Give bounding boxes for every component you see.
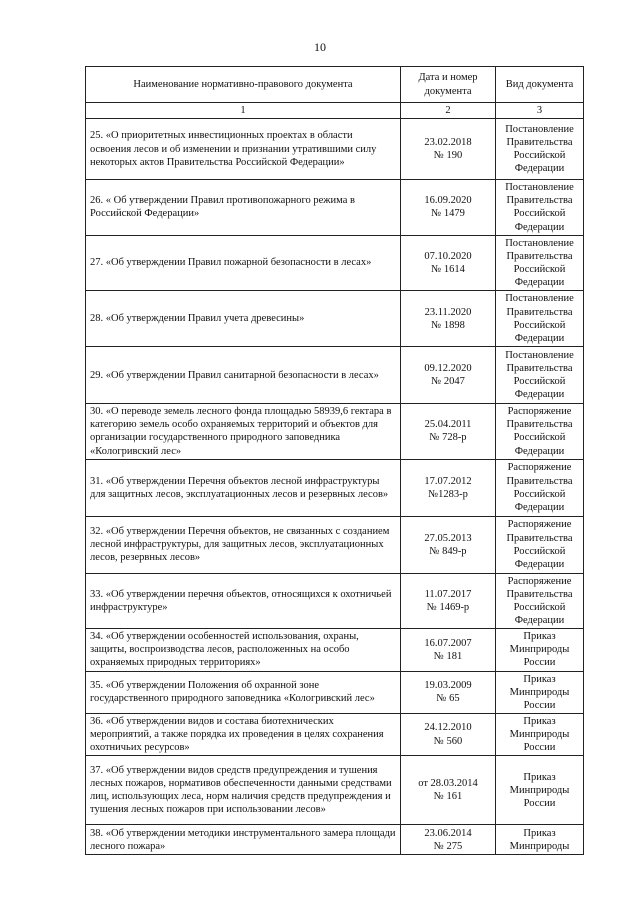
document-type-line: Федерации xyxy=(514,163,565,175)
document-name: 36. «Об утверждении видов и состава биотехнических мероприятий, а также порядка их проведения в целях сохранения охотничьих ресурсов» xyxy=(86,713,401,755)
document-number: № 275 xyxy=(433,840,463,852)
column-number: 2 xyxy=(401,103,496,119)
document-type-line: Российской xyxy=(513,432,566,444)
document-name: 25. «О приоритетных инвестиционных проектах в области освоения лесов и об изменении и признании утратившими силу некоторых актов Правительства Российской Федерации» xyxy=(86,119,401,180)
document-date-number xyxy=(401,629,496,671)
table-row xyxy=(86,671,584,713)
document-date-number xyxy=(401,825,496,855)
column-numbers-row xyxy=(86,103,584,119)
table-row xyxy=(86,516,584,573)
document-type-line: Российской xyxy=(513,545,566,557)
document-type-line: Распоряжение xyxy=(507,462,572,474)
document-type-line: Российской xyxy=(513,601,566,613)
document-number: № 1479 xyxy=(431,208,465,220)
document-type-line: Правительства xyxy=(506,195,573,207)
document-type xyxy=(496,235,584,291)
document-type-line: Правительства xyxy=(506,532,573,544)
document-date-number xyxy=(401,347,496,404)
document-type-line: Правительства xyxy=(506,475,573,487)
document-date: 16.09.2020 xyxy=(424,195,472,207)
document-number: № 849-р xyxy=(429,545,467,557)
document-number: № 190 xyxy=(433,150,463,162)
document-type-line: Постановление xyxy=(505,182,574,194)
document-type-line: Федерации xyxy=(514,501,565,513)
document-number: № 1898 xyxy=(431,319,465,331)
document-type-line: Правительства xyxy=(506,306,573,318)
document-type xyxy=(496,756,584,825)
document-type-line: России xyxy=(523,657,556,669)
document-name: 30. «О переводе земель лесного фонда площадью 58939,6 гектара в категорию земель особо охраняемых территорий и объектов для организации государственного природного заповедника «Кологривский лес» xyxy=(86,404,401,460)
table-body xyxy=(86,119,584,855)
document-type-line: Правительства xyxy=(506,137,573,148)
document-type-line: Распоряжение xyxy=(507,519,572,531)
document-number: № 1614 xyxy=(431,263,465,275)
document-date-number xyxy=(401,573,496,629)
table-row xyxy=(86,347,584,404)
document-type-line: Приказ xyxy=(523,631,556,643)
table-row xyxy=(86,629,584,671)
document-date-number xyxy=(401,291,496,347)
document-type-line: Правительства xyxy=(506,250,573,262)
document-date-number xyxy=(401,235,496,291)
document-type-line: России xyxy=(523,699,556,711)
document-type-line: Постановление xyxy=(505,293,574,305)
document-name: 37. «Об утверждении видов средств предупреждения и тушения лесных пожаров, нормативов обеспеченности данными средствами лиц, использующих леса, норм наличия средств предупреждения и тушения лесных пожаров при использовании лесов» xyxy=(86,756,401,825)
document-type-line: Российской xyxy=(513,208,566,220)
document-name: 28. «Об утверждении Правил учета древесины» xyxy=(86,291,401,347)
document-number: № 728-р xyxy=(429,432,467,444)
document-date: 19.03.2009 xyxy=(424,680,472,692)
document-type-line: Постановление xyxy=(505,349,574,361)
document-date-number xyxy=(401,713,496,755)
table-row xyxy=(86,713,584,755)
document-number: № 1469-р xyxy=(426,601,470,613)
document-type-line: России xyxy=(523,742,556,754)
table-row xyxy=(86,291,584,347)
document-type-line: Приказ xyxy=(523,673,556,685)
document-name: 35. «Об утверждении Положения об охранной зоне государственного природного заповедника «Кологривский лес» xyxy=(86,671,401,713)
document-date-number xyxy=(401,180,496,236)
column-number: 3 xyxy=(496,103,584,119)
document-type-line: Российской xyxy=(513,376,566,388)
document-date: 24.12.2010 xyxy=(424,722,472,734)
document-type-line: Российской xyxy=(513,150,566,162)
document-type-line: Минприроды xyxy=(509,686,570,698)
document-date: 23.11.2020 xyxy=(424,306,472,318)
document-type xyxy=(496,180,584,236)
document-date: 16.07.2007 xyxy=(424,637,472,649)
column-number: 1 xyxy=(86,103,401,119)
document-type-line: Приказ xyxy=(523,771,556,783)
document-type-line: Федерации xyxy=(514,445,565,457)
document-type-line: Минприроды xyxy=(509,644,570,656)
table-row xyxy=(86,404,584,460)
document-name: 26. « Об утверждении Правил противопожарного режима в Российской Федерации» xyxy=(86,180,401,236)
document-date: 09.12.2020 xyxy=(424,363,472,374)
document-type-line: Минприроды xyxy=(509,784,570,796)
document-type xyxy=(496,119,584,180)
document-number: №1283-р xyxy=(428,488,468,500)
document-date: от 28.03.2014 xyxy=(418,778,478,790)
document-date-number xyxy=(401,516,496,573)
document-type-line: Правительства xyxy=(506,588,573,600)
document-type-line: Постановление xyxy=(505,123,574,135)
document-type-line: Федерации xyxy=(514,221,565,233)
document-type-line: Федерации xyxy=(514,389,565,401)
table-row xyxy=(86,119,584,180)
document-type xyxy=(496,629,584,671)
document-number: № 2047 xyxy=(431,376,465,388)
document-number: № 65 xyxy=(436,693,460,705)
document-name: 31. «Об утверждении Перечня объектов лесной инфраструктуры для защитных лесов, эксплуатационных лесов и резервных лесов» xyxy=(86,459,401,516)
document-type-line: Приказ xyxy=(523,827,556,839)
document-number: № 161 xyxy=(433,791,463,803)
document-date: 25.04.2011 xyxy=(424,419,472,431)
document-type-line: Правительства xyxy=(506,363,573,374)
document-type-line: Федерации xyxy=(514,615,565,626)
document-type-line: России xyxy=(523,797,556,809)
document-number: № 181 xyxy=(433,650,463,662)
document-type-line: Российской xyxy=(513,263,566,275)
document-type xyxy=(496,713,584,755)
document-type xyxy=(496,573,584,629)
document-name: 27. «Об утверждении Правил пожарной безопасности в лесах» xyxy=(86,235,401,291)
document-type-line: Минприроды xyxy=(509,840,570,852)
document-date-number xyxy=(401,756,496,825)
document-date: 23.02.2018 xyxy=(424,137,472,148)
document-type xyxy=(496,825,584,855)
document-date-number xyxy=(401,404,496,460)
document-type-line: Минприроды xyxy=(509,729,570,740)
document-type-line: Распоряжение xyxy=(507,406,572,418)
document-type-line: Приказ xyxy=(523,715,556,727)
document-type xyxy=(496,516,584,573)
document-type-line: Правительства xyxy=(506,419,573,431)
table-row xyxy=(86,459,584,516)
document-date: 23.06.2014 xyxy=(424,827,472,839)
document-name: 29. «Об утверждении Правил санитарной безопасности в лесах» xyxy=(86,347,401,404)
document-date: 11.07.2017 xyxy=(424,588,472,600)
table-row xyxy=(86,235,584,291)
table-row xyxy=(86,756,584,825)
document-name: 32. «Об утверждении Перечня объектов, не связанных с созданием лесной инфраструктуры, для защитных лесов, эксплуатационных лесов, резервных лесов» xyxy=(86,516,401,573)
document-type xyxy=(496,459,584,516)
document-date: 27.05.2013 xyxy=(424,532,472,544)
document-number: № 560 xyxy=(433,735,463,747)
document-name: 33. «Об утверждении перечня объектов, относящихся к охотничьей инфраструктуре» xyxy=(86,573,401,629)
document-type xyxy=(496,347,584,404)
table-row xyxy=(86,573,584,629)
documents-table xyxy=(85,66,584,855)
document-type-line: Федерации xyxy=(514,558,565,570)
table-row xyxy=(86,825,584,855)
document-date-number xyxy=(401,119,496,180)
document-type xyxy=(496,671,584,713)
document-date: 07.10.2020 xyxy=(424,250,472,262)
document-type xyxy=(496,404,584,460)
document-name: 34. «Об утверждении особенностей использования, охраны, защиты, воспроизводства лесов, расположенных на особо охраняемых природных территориях» xyxy=(86,629,401,671)
header-document-name: Наименование нормативно-правового документа xyxy=(86,67,401,103)
document-type-line: Федерации xyxy=(514,277,565,288)
document-name: 38. «Об утверждении методики инструментального замера площади лесного пожара» xyxy=(86,825,401,855)
document-date: 17.07.2012 xyxy=(424,475,472,487)
document-type-line: Российской xyxy=(513,319,566,331)
document-date-number xyxy=(401,671,496,713)
document-type-line: Распоряжение xyxy=(507,575,572,587)
document-type-line: Российской xyxy=(513,488,566,500)
document-type xyxy=(496,291,584,347)
document-type-line: Федерации xyxy=(514,332,565,344)
table-row xyxy=(86,180,584,236)
page-number: 10 xyxy=(314,40,326,54)
table-header-row xyxy=(86,67,584,103)
header-date-number: Дата и номер документа xyxy=(401,67,496,103)
header-document-type: Вид документа xyxy=(496,67,584,103)
document-type-line: Постановление xyxy=(505,237,574,249)
document-date-number xyxy=(401,459,496,516)
